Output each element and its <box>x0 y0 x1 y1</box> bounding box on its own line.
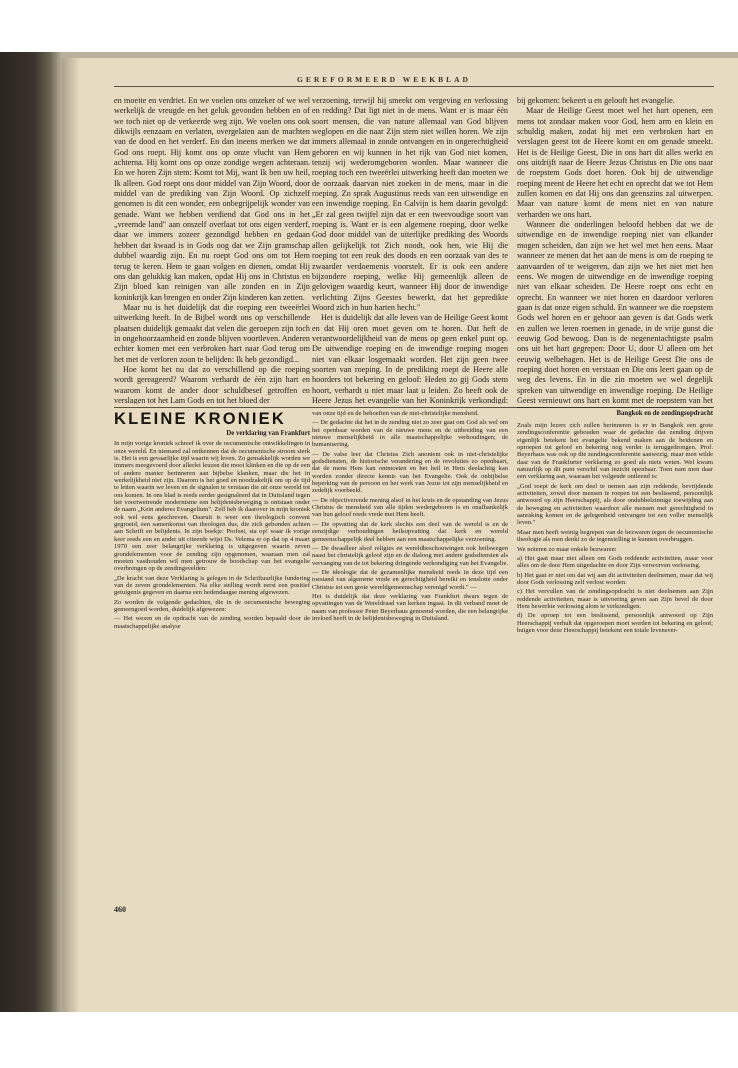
subheading-rule <box>517 407 713 408</box>
paragraph: In mijn vorige kroniek schreef ik over de oecumenische ontwikkelingen in onze wereld. En niemand zal ontkennen dat de oecumenische stroom sterk is. Het is een gevaarlijke tijd waarin wij leven. Zo gemakkelijk worden we immers meegevoerd door allerlei leuzen die mooi klinken en die op de een of andere manier herinneren aan bijbelse klanken, maar die het in werkelijkheid niet zijn. Daarom is het goed en noodzakelijk om op de tijd te letten waarin we leven en de signalen te verstaan die uit onze wereld tot ons komen. In ons blad is reeds eerder gesignaleerd dat in Duitsland tegen het voortwetrende modernisme een belijdenisbeweging is ontstaan onder de naam „Kein anderes Evangelium". Zelf heb ik daarover in mijn kroniek ook wel eens geschreven. Daaruit is weer een theologisch convent gegroeid, een samenkomst van theologen dus, die zich gebonden achten aan Schrift en belijdenis. In zijn boekje: Profeet, sta op! waar ik vorige keer reeds een en ander uit citeerde wijst Ds. Velema er op dat op 4 maart 1970 een zeer belangrijke verklaring is uitgegeven waarin zeven grondelementen voor de zending zijn opgenomen, waaraan men zal moeten vasthouden wil men getrouw de boodschap van het evangelie overbrengen op de zendingsvelden: <box>114 440 310 573</box>
paragraph: bij gekomen: bekeert u en gelooft het evangelie. <box>517 96 675 105</box>
paragraph: „God roept de kerk om deel te nemen aan zijn reddende, bevrijdende activiteiten, zowel door mensen te roepen tot een beslissend, persoonlijk antwoord op zijn Heerschappij, als door ondubbelzinnige toewijding aan de beweging en activiteiten waardoor alle mensen met gerechtigheid in aanraking komen en de gelegenheid ontvangen tot een voller menselijk leven." <box>517 482 713 527</box>
paragraph: a) Het gaat maar niet alleen om Gods reddende activiteiten, maar voor alles om de door Hem uitgedachte en door Zijn verworven verlossing. <box>517 554 713 570</box>
paragraph: Maar nu is het duidelijk dat die roeping een tweeërlei uitwerking heeft. In de Bijbel wordt ons op verschillende plaatsen duidelijk gemaakt dat velen die geroepen zijn toch in ongehoorzaamheid en zonde blijven voortleven. Anderen echter komen met een verbroken hart naar God terug om het met de verloren zoon te belijden: Ik heb gezondigd... <box>114 302 310 364</box>
paragraph: Het is duidelijk dat deze verklaring van Frankfurt dwars tegen de opvattingen van de Wereldraad van kerken ingaat. In dit verband moet de naam van professor Peter Beyerhaus genoemd worden, die een belangrijke invloed heeft in de belijdenisbeweging in Duitsland. <box>312 592 508 622</box>
paragraph: Hoe komt het nu dat zo verschillend op die roeping wordt gereageerd? Waarom verhardt de één zijn hart en waarom komt de ander door schuldbesef getroffen en verslagen tot het Lam Gods en tot het bloed der <box>114 364 310 404</box>
kroniek-column-3 <box>517 422 713 882</box>
paragraph: — De gedachte dat het in de zending niet zo zeer gaat om God als wel om het openbaar worden van de nieuwe mens en de uitbreiding van een nieuwe menselijkheid in alle maatschappelijke verhoudingen; de humanisering. <box>312 419 508 449</box>
paragraph: b) Het gaat er niet om dat wij aan dit activiteiten deelnemen, maar dat wij door Gods verlossing zelf verlost worden. <box>517 571 713 586</box>
header-rule <box>114 86 714 87</box>
running-header: GEREFORMEERD WEEKBLAD <box>297 75 471 84</box>
paragraph: van onze tijd en de behoeften van de niet-christelijke mensheid. <box>312 410 479 417</box>
paragraph: c) Het vervullen van de zendingsopdracht is niet deelnemen aan Zijn reddende activiteiten, maar is uitvoering geven aan Zijn bevel de door Hem bewerkte verlossing alom te verkondigen. <box>517 588 713 610</box>
scanned-page-background <box>0 52 738 1012</box>
paragraph: — De dwaalleer alsof religies en wereldbeschouwingen ook heilswegen naast het christelijk geloof zijn en de dialoog met andere godsdiensten als vervanging van de tot bekering dringende verkondiging van het Evangelie. <box>312 544 508 567</box>
paragraph: Zoals mijn lezers zich zullen herinneren is er in Bangkok een grote zendingsconferentie gehouden waar de gedachte dat zending drijven eigenlijk betekent het evangelie bekend maken aan de heidenen en oproepen tot geloof en bekering nog verder is teruggedrongen. Prof. Beyerhaus was ook op die zendingsconferentie aanwezig, maar men wilde daar van de Frankfurter verklaring zo goed als niets weten. Wel kwam natuurlijk op dit punt verschil van inzicht openbaar. Toen nam men daar een verklaring aan, waaraan het volgende ontleend is: <box>517 422 713 481</box>
paragraph: — De opvatting dat de kerk slechts een deel van de wereld is en de eenzijdige verhoudingen heilsopvatting dat kerk en wereld gemeenschappelijk deel hebben aan een maatschappelijke verzoening. <box>312 520 508 543</box>
paragraph: d) De oproep tot een beslissend, persoonlijk antwoord op Zijn Heerschappij verhult dat opgeroepen moet worden tot bekering en geloof; buigen voor deze Heerschappij betekent een totale levensver- <box>517 612 713 634</box>
paragraph: Maar men heeft weinig begrepen van de bezwaren tegen de oecumenische theologie als men denkt zo de tegenstelling te kunnen overbruggen. <box>517 528 713 544</box>
article-column-3 <box>517 96 713 404</box>
kroniek-subheading: De verklaring van Frankfurt <box>226 430 310 437</box>
kroniek-column-1 <box>114 430 310 882</box>
article-column-2 <box>312 96 508 404</box>
paragraph: verzoening, terwijl hij smeekt om vergeving en verlossing en redding? Dat ligt niet in de mens. Want er is maar één soort mensen, die van nature allemaal van God blijven weglopen en die naar Zijn stem niet willen horen. We zijn immers allemaal in zonde ontvangen en in ongerechtigheid geboren en wij kunnen in het rijk van God niet komen, tenzij wij wederomgeboren worden. Maar wanneer die roeping toch een tweeërlei uitwerking heeft dan moeten we de oorzaak daarvan niet zoeken in de mens, maar in die roeping. Zo sprak Augustinus reeds van een uitwendige en een inwendige roeping. En Calvijn is hem daarin gevolgd: „Er zal geen twijfel zijn dat er een tweevoudige soort van roeping is. Want er is een algemene roeping, door welke God door middel van de uiterlijke prediking des Woords allen gelijkelijk tot Zich noodt, ook hen, wie Hij die roeping tot een reuk des doods en een oorzaak van des te zwaarder verdoemenis voorstelt. Er is ook een andere bijzondere roeping, welke Hij gemeenlijk alleen de gelovigen waardig keurt, wanneer Hij door de inwendige verlichting Zijns Geestes bewerkt, dat het gepredikte Woord zich in hun harten hecht." <box>312 96 508 312</box>
paragraph: — De ideologie dat de gezamenlijke mensheid reeds in deze tijd een toestand van algemene vrede en gerechtigheid bereikt en tenslotte onder Christus tot een grote wereldgemeenschap verenigd wordt." — <box>312 568 508 591</box>
magazine-page <box>62 58 738 1012</box>
kroniek-subheading-2: Bangkok en de zendingsopdracht <box>616 410 713 417</box>
kroniek-column-2 <box>312 410 508 878</box>
article-column-1 <box>114 96 310 404</box>
paragraph: Het is duidelijk dat alle leven van de Heilige Geest komt en dat Hij oren moet geven om te horen. Dat heft de verantwoordelijkheid van de mens op geen enkel punt op. De uitwendige roeping en de inwendige roeping mogen niet van elkaar losgemaakt worden. Het zijn geen twee soorten van roeping. In de prediking roept de Heere alle hoorders tot bekering en geloof: Heden zo gij Gods stem hoort, verhardt u niet maar laat u leiden. Zo heeft ook de Heere Jezus het evangelie van het Koninkrijk verkondigd: <box>312 313 508 404</box>
paragraph: en moeite en verdriet. En we voelen ons onzeker of we wel werkelijk de vreugde en het geluk gevonden hebben en of we toch niet op de verkeerde weg zijn. We voelen ons ook dikwijls eenzaam en verlaten, overgelaten aan de machten van de dood en het verderf. En dan ineens merken we dat God ons roept. Hij komt ons op onze vlucht van Hem achterna. Hij komt ons op onze zondige wegen achteraan. En we horen Zijn stem: Komt tot Mij, want Ik ben uw heil, Ik alleen. God roept ons door middel van Zijn Woord, door middel van de prediking van Zijn Woord. Op zichzelf genomen is dit een wonder, een onbegrijpelijk wonder van genade. Want we hebben verdiend dat God ons in het „vreemde land" aan onszelf overlaat tot ons eigen verderf, daar we immers zozeer gezondigd hebben en gedaan hebben dat kwaad is in Gods oog dat we Zijn gramschap dubbel waardig zijn. En nu roept God ons om tot Hem terug te keren. Hem te gaan volgen en dienen, omdat Hij ons dan gelukkig kan maken, opdat Hij ons in Christus en Zijn bloed kan reinigen van alle zonden en in Zijn koninkrijk kan brengen en onder Zijn kinderen kan zetten. <box>114 96 310 302</box>
paragraph: — De valse leer dat Christus Zich anoniem ook in niet-christelijke godsdiensten, de historische verandering en de revoluties zo openbaart, dat de mens Hem kan ontmoeten en het heil in Hem deelachtig kan worden zonder directe kennis van het Evangelie. Ook de onbijbelse beperking van de persoon en het werk van Jezus tot zijn menselijkheid en zedelijk voorbeeld. <box>312 450 508 495</box>
paragraph: Wanneer die onderlingen beloofd hebben dat we de uitwendige en de inwendige roeping niet van elkander mogen scheiden, dan zijn we het wel met hen eens. Maar wanneer ze menen dat het aan de mens is om de roeping te aanvaarden of te weigeren, dan zijn we het niet met hen eens. We mogen de uitwendige en de inwendige roeping niet van elkaar scheiden. De Heere roept ons echt en oprecht. En wanneer we niet horen en daardoor verloren gaan is dat onze eigen schuld. En wanneer we die roepstem Gods wel horen en er gehoor aan geven is dat Gods werk en zullen we leren roemen in genade, in de vrije gunst die eeuwig God bewoog. Dan is de negenentachtigste psalm ons uit het hart gegrepen: Door U, door U alleen om het eeuwig welbehagen. Het is de Heilige Geest Die ons de roeping doet horen en verstaan en Die ons leert gaan op de weg des levens. En in die zin moeten we wel degelijk spreken van uitwendige en inwendige roeping. De Heilige Geest vernieuwt ons hart en komt met de roepstem van het <box>517 220 713 404</box>
paragraph: „De kracht van deze Verklaring is gelegen in de Schriftuurlijke fundering van de zeven grondelementen. Na elke stelling wordt eerst een positief getuigenis gegeven en daarna een hedendaagse mening afgewezen. <box>114 574 310 597</box>
paragraph: We noteren zo maar enkele bezwaren: <box>517 545 617 553</box>
book-binding-shadow <box>0 52 62 1012</box>
paragraph: — De objectiverende mening alsof in het kruis en de opstanding van Jezus Christus de mensheid van alle tijden wedergeboren is en onafhankelijk van hun geloof reeds vrede met Hem heeft. <box>312 496 508 519</box>
gutter-shadow <box>62 58 80 1012</box>
paragraph: — Het wezen en de opdracht van de zending worden bepaald door de maatschappelijke analyse <box>114 615 310 630</box>
section-title: KLEINE KRONIEK <box>114 410 286 428</box>
paragraph: Maar de Heilige Geest moet wel het hart openen, een mens tot zondaar maken voor God, hem arm en klein en schuldig maken, zodat hij met een verbroken hart en verslagen geest tot de Heere komt en om genade smeekt. Het is de Heilige Geest, Die in ons hart dit alles werkt en ons uitdrijft naar de Heere Jezus Christus en Die ons naar de roepstem Gods doet horen. Ook bij de uitwendige roeping meent de Heere het echt en oprecht dat we tot Hem zullen komen en dat Hij ons dan geenszins zal uitwerpen. Maar van nature komt de mens niet en van nature verharden we ons hart. <box>517 106 713 219</box>
paragraph: Zo worden de volgende gedachten, die in de oecumenische beweging gemeengoed worden, duidelijk afgewezen: <box>114 598 310 613</box>
page-number: 460 <box>114 905 126 914</box>
